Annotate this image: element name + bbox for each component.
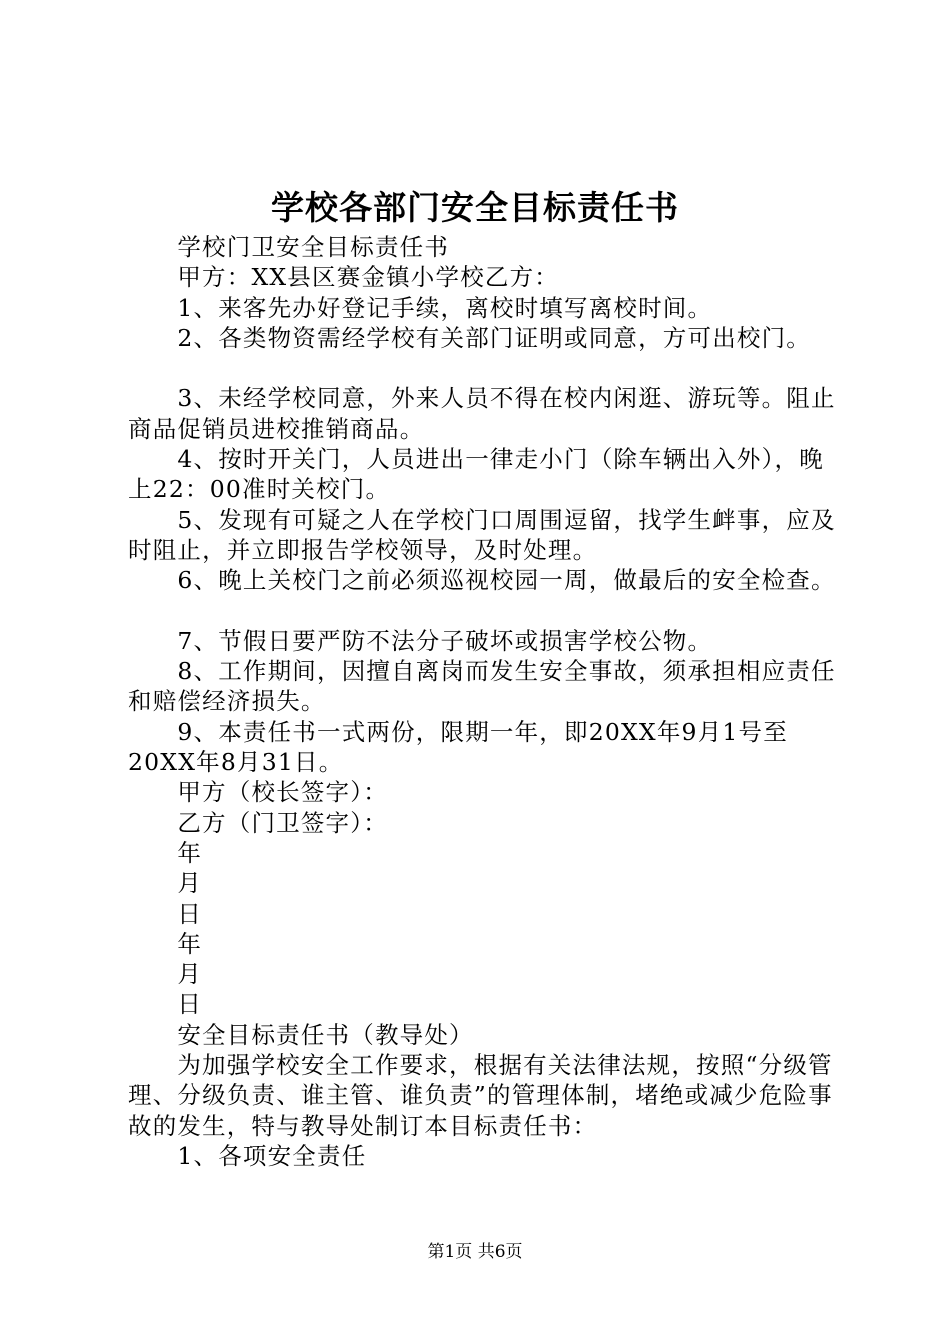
- date-year-a: 年: [177, 838, 203, 867]
- date-month-a: 月: [177, 869, 203, 898]
- paragraph-item-1: 1、来客先办好登记手续，离校时填写离校时间。: [177, 293, 713, 322]
- page-footer: 第1页 共6页: [427, 1242, 523, 1262]
- paragraph-item-8: 8、工作期间，因擅自离岗而发生安全事故，须承担相应责任和赔偿经济损失。: [128, 657, 836, 716]
- paragraph-academic-item-1: 1、各项安全责任: [177, 1141, 367, 1170]
- paragraph-item-9: 9、本责任书一式两份，限期一年，即20XX年9月1号至20XX年8月31日。: [128, 717, 788, 777]
- paragraph-subtitle-academic: 安全目标责任书（教导处）: [177, 1020, 474, 1049]
- document-body: [128, 232, 840, 1171]
- paragraph-item-5: 5、发现有可疑之人在学校门口周围逗留，找学生衅事，应及时阻止，并立即报告学校领导，及时处理。: [128, 505, 836, 564]
- blank-line: [128, 353, 840, 383]
- paragraph-item-3: 3、未经学校同意，外来人员不得在校内闲逛、游玩等。阻止商品促销员进校推销商品。: [128, 384, 836, 443]
- paragraph-item-4: 4、按时开关门，人员进出一律走小门（除车辆出入外），晚上22：00准时关校门。: [128, 445, 824, 504]
- paragraph-item-6: 6、晚上关校门之前必须巡视校园一周，做最后的安全检查。: [177, 566, 836, 595]
- paragraph-intro-academic: 为加强学校安全工作要求，根据有关法律法规，按照“分级管理、分级负责、谁主管、谁负责”的管理体制，堵绝或减少危险事故的发生，特与教导处制订本目标责任书：: [128, 1051, 833, 1140]
- document-title: 学校各部门安全目标责任书: [271, 188, 679, 227]
- paragraph-item-2: 2、各类物资需经学校有关部门证明或同意，方可出校门。: [177, 323, 811, 352]
- paragraph-subtitle-gate: 学校门卫安全目标责任书: [177, 233, 450, 261]
- paragraph-parties: 甲方：XX县区赛金镇小学校乙方：: [177, 263, 560, 292]
- signature-party-a: 甲方（校长签字）：: [177, 778, 388, 807]
- date-day-a: 日: [177, 899, 203, 928]
- blank-line: [128, 596, 840, 626]
- date-month-b: 月: [177, 960, 203, 989]
- signature-party-b: 乙方（门卫签字）：: [177, 808, 388, 837]
- paragraph-item-7: 7、节假日要严防不法分子破坏或损害学校公物。: [177, 626, 713, 655]
- date-day-b: 日: [177, 990, 203, 1019]
- date-year-b: 年: [177, 929, 203, 958]
